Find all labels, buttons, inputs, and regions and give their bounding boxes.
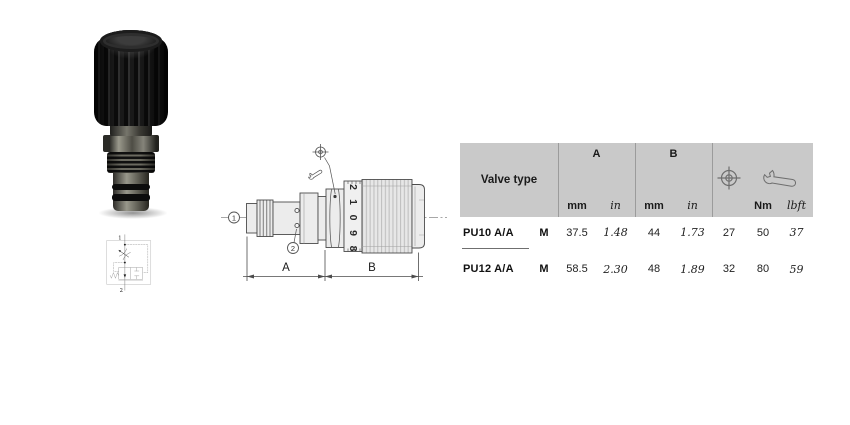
hex-size-cell: 27	[722, 226, 736, 239]
spec-table	[460, 143, 813, 289]
pilot-line-left	[114, 263, 125, 272]
valve-type-cell: PU12 A/A	[463, 263, 514, 275]
table-row	[460, 217, 813, 248]
b-mm-cell: 48	[647, 263, 661, 275]
a-in-cell: 2.30	[603, 262, 628, 276]
torque-nm-cell: 80	[756, 263, 770, 275]
photo-cartridge-stem	[113, 173, 149, 211]
unit-in: in	[610, 199, 621, 212]
a-mm-cell: 58.5	[566, 263, 588, 275]
adjust-arrowhead	[118, 250, 121, 252]
unit-lbft: lbft	[786, 199, 807, 212]
collar-section	[300, 193, 318, 244]
header-socket-cell	[712, 163, 746, 193]
junction-dot	[124, 244, 126, 246]
mount-cell: M	[539, 263, 549, 275]
valve-type-cell: PU10 A/A	[463, 226, 514, 239]
column-separator	[712, 143, 713, 217]
photo-oring	[112, 194, 150, 201]
header-valve-type: Valve type	[480, 174, 538, 186]
torque-nm-cell: 50	[756, 226, 770, 239]
symbol-envelope	[107, 241, 151, 285]
mount-cell: M	[539, 226, 549, 239]
b-in-cell: 1.73	[680, 226, 705, 239]
knob-end-cap	[412, 185, 425, 249]
spring-icon	[110, 273, 118, 279]
port-hole	[295, 223, 299, 227]
product-photo	[86, 24, 180, 196]
a-mm-cell: 37.5	[566, 226, 588, 239]
socket-size-icon	[715, 164, 743, 192]
knurled-knob	[362, 180, 412, 254]
adjuster-dot	[333, 195, 336, 198]
photo-oring	[112, 184, 150, 190]
header-torque-cell	[746, 163, 813, 193]
valve-body-outline	[247, 180, 425, 254]
nose-tip	[247, 204, 258, 234]
wrench-icon	[307, 166, 323, 181]
callout-1-number: 1	[231, 213, 237, 223]
blocked-ports	[135, 268, 139, 280]
hydraulic-symbol	[60, 232, 195, 388]
wrench-icon	[762, 168, 798, 188]
dimension-drawing	[218, 138, 450, 288]
torque-lbft-cell: 37	[789, 226, 804, 239]
pilot-line-right	[125, 245, 148, 273]
column-separator	[635, 143, 636, 217]
header-col-a: A	[592, 148, 601, 160]
dial-number: 2	[347, 184, 359, 190]
callout-2-number: 2	[290, 244, 296, 254]
column-separator	[558, 143, 559, 217]
unit-mm: mm	[644, 200, 664, 212]
torque-lbft-cell: 59	[789, 262, 804, 276]
b-mm-cell: 44	[647, 226, 661, 239]
table-row	[460, 249, 813, 289]
port-hole	[295, 208, 299, 212]
dial-number: 0	[347, 214, 359, 221]
junction-dot	[124, 262, 126, 264]
dial-number: 1	[347, 199, 359, 205]
photo-threads	[107, 152, 155, 173]
dial-number: 8	[347, 245, 359, 252]
hex-size-cell: 32	[722, 263, 736, 275]
header-col-b: B	[669, 148, 678, 160]
socket-size-icon	[313, 144, 329, 160]
dim-a-label: A	[282, 262, 290, 274]
oring-grooves	[257, 200, 273, 237]
unit-mm: mm	[567, 200, 587, 212]
unit-in: in	[687, 199, 698, 212]
icon-leader-line	[325, 158, 336, 195]
a-in-cell: 1.48	[603, 226, 628, 239]
spec-table-header	[460, 143, 813, 217]
stem-section	[273, 202, 300, 235]
port-2-label: 2	[119, 288, 123, 295]
photo-knob-top	[100, 30, 162, 52]
dim-b-label: B	[368, 262, 376, 274]
b-in-cell: 1.89	[680, 262, 705, 276]
photo-hex-nut	[103, 135, 159, 152]
dial-number: 9	[347, 230, 359, 236]
port-1-label: 1	[118, 235, 122, 242]
unit-nm: Nm	[754, 200, 772, 212]
flow-arrowhead	[124, 274, 127, 277]
neck-section	[318, 197, 326, 241]
